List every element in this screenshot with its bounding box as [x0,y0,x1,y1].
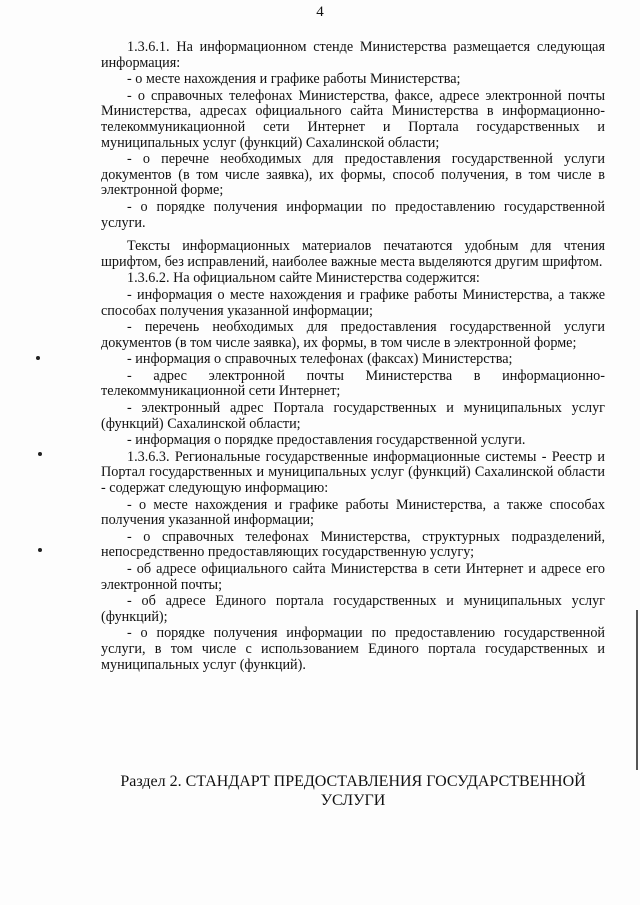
paragraph: 1.3.6.2. На официальном сайте Министерства содержится: [127,270,480,287]
paragraph: - о перечне необходимых для предоставления государственной услуги документов (в том числе заявка), их формы, способ получения, в том числе в электронной форме; [101,151,605,199]
scan-dot [38,548,42,552]
document-body [101,40,605,674]
paragraph: - о порядке получения информации по предоставлению государственной услуги, в том числе с использованием Единого портала государственных и муниципальных услуг (функций). [101,625,605,673]
paragraph: Тексты информационных материалов печатаются удобным для чтения шрифтом, без исправлений, наиболее важные места выделяются другим шрифтом. [101,238,605,270]
section-heading-line: УСЛУГИ [320,792,386,809]
paragraph: - об адресе официального сайта Министерства в сети Интернет и адресе его электронной почты; [101,561,605,593]
paragraph: - о справочных телефонах Министерства, факсе, адресе электронной почты Министерства, адресах официального сайта Министерства в информационно-телекоммуникационной сети Интернет и Портала государственных и муниципальных услуг (функций) Сахалинской области; [101,87,605,151]
page-number: 4 [316,4,324,20]
paragraph: - информация о порядке предоставления государственной услуги. [127,432,526,449]
paragraph: - об адресе Единого портала государственных и муниципальных услуг (функций); [101,593,605,625]
paragraph: - перечень необходимых для предоставления государственной услуги документов (в том числе заявка), их формы, в том числе в электронной форме; [101,319,605,351]
scan-dot [36,356,40,360]
paragraph: 1.3.6.1. На информационном стенде Министерства размещается следующая информация: [101,39,605,71]
paragraph: - электронный адрес Портала государственных и муниципальных услуг (функций) Сахалинской области; [101,400,605,432]
paragraph: - о месте нахождения и графике работы Министерства, а также способах получения указанной информации; [101,496,605,529]
paragraph: - информация о справочных телефонах (факсах) Министерства; [127,351,513,368]
scan-dot [38,452,42,456]
scan-edge-shadow [636,610,638,770]
section-heading [101,772,605,810]
section-heading-line: Раздел 2. СТАНДАРТ ПРЕДОСТАВЛЕНИЯ ГОСУДАРСТВЕННОЙ [120,773,586,790]
paragraph: - адрес электронной почты Министерства в информационно-телекоммуникационной сети Интернет; [101,367,605,400]
paragraph: - о месте нахождения и графике работы Министерства; [127,71,461,88]
paragraph: - о порядке получения информации по предоставлению государственной услуги. [101,198,605,231]
paragraph: - информация о месте нахождения и графике работы Министерства, а также способах получения указанной информации; [101,286,605,319]
paragraph: 1.3.6.3. Региональные государственные информационные системы - Реестр и Портал государственных и муниципальных услуг (функций) Сахалинской области - содержат следующую информацию: [101,448,605,497]
paragraph: - о справочных телефонах Министерства, структурных подразделений, непосредственно предоставляющих государственную услугу; [101,528,605,561]
